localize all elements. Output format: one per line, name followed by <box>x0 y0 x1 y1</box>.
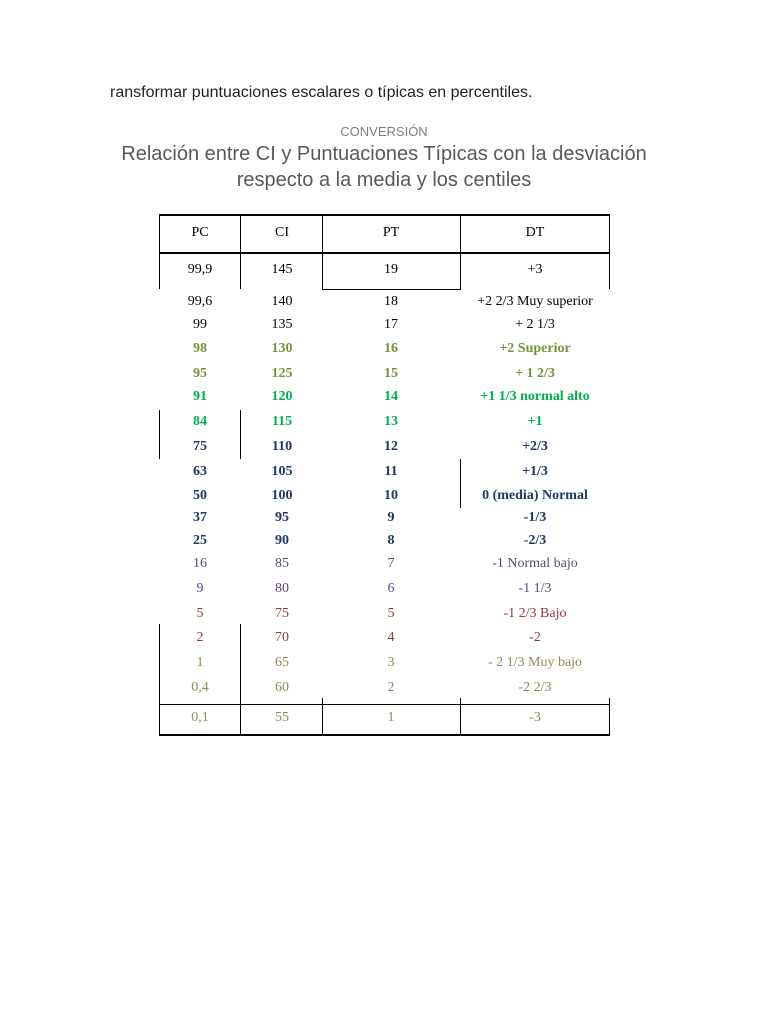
rule-header-bottom <box>159 252 610 254</box>
intro-text: ransformar puntuaciones escalares o típicas en percentiles. <box>110 84 533 101</box>
cell-dt: - 2 1/3 Muy bajo <box>487 655 583 670</box>
section-kicker: CONVERSIÓN <box>340 124 428 139</box>
cell-dt: -1 2/3 Bajo <box>503 606 567 621</box>
cell-pt: 19 <box>384 262 398 277</box>
cell-dt: -3 <box>529 710 541 725</box>
rule-row-last <box>159 704 610 705</box>
cell-ci: 140 <box>271 294 293 309</box>
cell-pc: 84 <box>193 414 207 429</box>
cell-dt: +2 Superior <box>499 341 571 356</box>
rule-pt-row1 <box>322 289 461 290</box>
cell-pc: 16 <box>193 556 207 571</box>
cell-pc: 37 <box>193 510 207 525</box>
cell-ci: 135 <box>271 317 293 332</box>
cell-pc: 98 <box>193 341 207 356</box>
cell-pc: 1 <box>196 655 204 670</box>
cell-ci: 95 <box>275 510 289 525</box>
cell-ci: 130 <box>271 341 293 356</box>
cell-ci: 120 <box>271 389 293 404</box>
cell-pt: 8 <box>387 533 395 548</box>
cell-dt: +3 <box>527 262 543 277</box>
cell-pt: 13 <box>384 414 398 429</box>
cell-ci: 75 <box>275 606 289 621</box>
cell-pc: 50 <box>193 488 207 503</box>
rule-top <box>159 214 610 216</box>
title-line-1: Relación entre CI y Puntuaciones Típicas con la desviación <box>121 143 647 165</box>
cell-ci: 80 <box>275 581 289 596</box>
cell-pt: 6 <box>387 581 395 596</box>
cell-dt: +1 1/3 normal alto <box>480 389 590 404</box>
header-ci: CI <box>275 225 289 240</box>
cell-dt: -1/3 <box>523 510 547 525</box>
title-line-2: respecto a la media y los centiles <box>236 169 532 191</box>
cell-pc: 75 <box>193 439 207 454</box>
cell-pt: 16 <box>384 341 398 356</box>
cell-pt: 7 <box>387 556 395 571</box>
header-pt: PT <box>382 225 400 240</box>
cell-pc: 5 <box>196 606 204 621</box>
cell-dt: + 2 1/3 <box>515 317 555 332</box>
cell-dt: + 1 2/3 <box>515 366 555 381</box>
cell-ci: 125 <box>271 366 293 381</box>
cell-dt: +2/3 <box>522 439 548 454</box>
cell-pc: 99 <box>193 317 207 332</box>
cell-dt: -1 1/3 <box>518 581 552 596</box>
cell-dt: -1 Normal bajo <box>492 556 578 571</box>
header-pc: PC <box>191 225 209 240</box>
cell-pc: 25 <box>193 533 207 548</box>
rule-bottom <box>159 734 610 736</box>
cell-ci: 100 <box>271 488 293 503</box>
cell-dt: +2 2/3 Muy superior <box>477 294 593 309</box>
cell-pt: 9 <box>387 510 395 525</box>
cell-pc: 99,6 <box>187 294 213 309</box>
cell-ci: 85 <box>275 556 289 571</box>
cell-pt: 18 <box>384 294 398 309</box>
cell-pc: 63 <box>193 464 207 479</box>
cell-pc: 95 <box>193 366 207 381</box>
cell-ci: 65 <box>275 655 289 670</box>
cell-pt: 10 <box>384 488 398 503</box>
cell-pc: 91 <box>193 389 207 404</box>
cell-pt: 17 <box>384 317 398 332</box>
cell-dt: 0 (media) Normal <box>482 488 588 503</box>
cell-ci: 55 <box>275 710 289 725</box>
cell-pc: 99,9 <box>187 262 213 277</box>
cell-ci: 90 <box>275 533 289 548</box>
cell-pc: 0,1 <box>191 710 209 725</box>
header-dt: DT <box>525 225 545 240</box>
cell-ci: 105 <box>271 464 293 479</box>
cell-pt: 2 <box>387 680 395 695</box>
cell-pc: 0,4 <box>191 680 209 695</box>
cell-ci: 110 <box>271 439 293 454</box>
cell-dt: +1 <box>527 414 543 429</box>
cell-ci: 60 <box>275 680 289 695</box>
cell-pt: 15 <box>384 366 398 381</box>
cell-pc: 9 <box>196 581 204 596</box>
cell-pt: 12 <box>384 439 398 454</box>
cell-pt: 1 <box>387 710 395 725</box>
cell-dt: -2 2/3 <box>518 680 552 695</box>
cell-ci: 70 <box>275 630 289 645</box>
cell-ci: 145 <box>271 262 293 277</box>
cell-pt: 11 <box>384 464 398 479</box>
cell-dt: -2 <box>529 630 541 645</box>
cell-pt: 14 <box>384 389 398 404</box>
cell-dt: +1/3 <box>522 464 548 479</box>
cell-pt: 5 <box>387 606 395 621</box>
cell-pc: 2 <box>196 630 204 645</box>
cell-dt: -2/3 <box>523 533 547 548</box>
cell-ci: 115 <box>271 414 293 429</box>
cell-pt: 4 <box>387 630 395 645</box>
cell-pt: 3 <box>387 655 395 670</box>
